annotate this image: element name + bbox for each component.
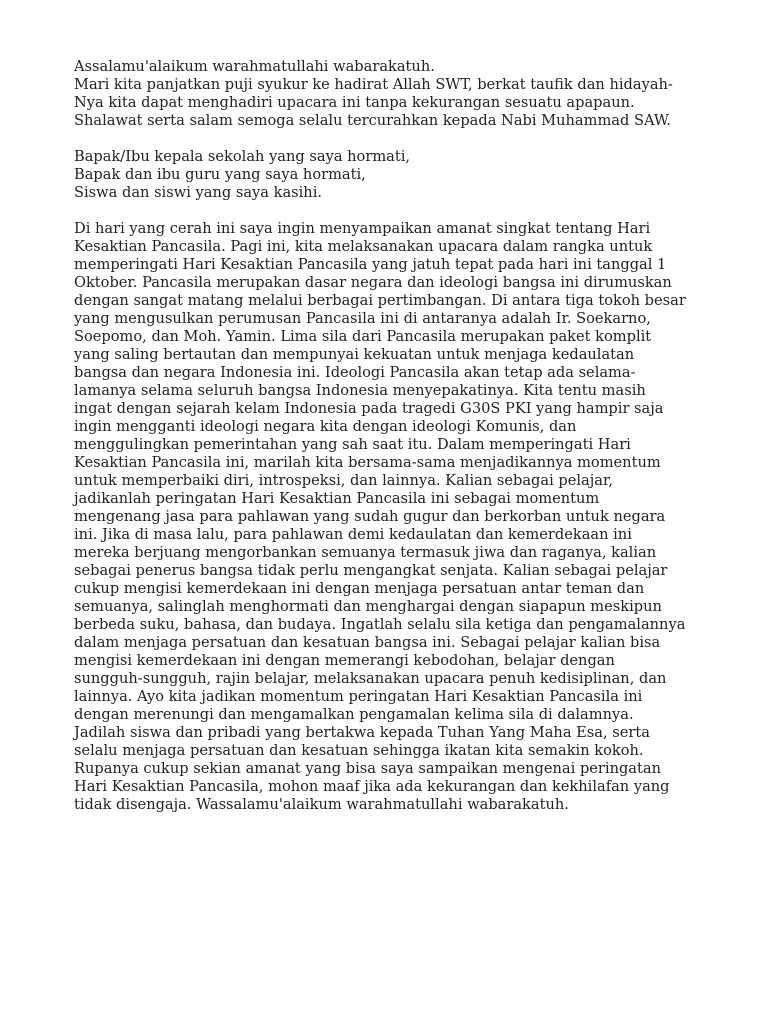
text-line: yang mengusulkan perumusan Pancasila ini di antaranya adalah Ir. Soekarno, bbox=[74, 310, 651, 327]
text-line: Oktober. Pancasila merupakan dasar negara dan ideologi bangsa ini dirumuskan bbox=[74, 274, 672, 291]
text-line: Shalawat serta salam semoga selalu tercurahkan kepada Nabi Muhammad SAW. bbox=[74, 112, 671, 129]
text-line: bangsa dan negara Indonesia ini. Ideologi Pancasila akan tetap ada selama- bbox=[74, 364, 636, 381]
text-line: dengan merenungi dan mengamalkan pengamalan kelima sila di dalamnya. bbox=[74, 706, 634, 723]
text-line: Bapak dan ibu guru yang saya hormati, bbox=[74, 166, 366, 183]
opening-paragraph bbox=[74, 58, 714, 130]
text-line: dalam menjaga persatuan dan kesatuan bangsa ini. Sebagai pelajar kalian bisa bbox=[74, 634, 661, 651]
text-line: ingat dengan sejarah kelam Indonesia pada tragedi G30S PKI yang hampir saja bbox=[74, 400, 664, 417]
text-line: Jadilah siswa dan pribadi yang bertakwa kepada Tuhan Yang Maha Esa, serta bbox=[74, 724, 650, 741]
text-line: lamanya selama seluruh bangsa Indonesia menyepakatinya. Kita tentu masih bbox=[74, 382, 646, 399]
text-line: ingin mengganti ideologi negara kita dengan ideologi Komunis, dan bbox=[74, 418, 577, 435]
text-line: dengan sangat matang melalui berbagai pertimbangan. Di antara tiga tokoh besar bbox=[74, 292, 686, 309]
text-line: Hari Kesaktian Pancasila, mohon maaf jika ada kekurangan dan kekhilafan yang bbox=[74, 778, 670, 795]
text-line: Bapak/Ibu kepala sekolah yang saya hormati, bbox=[74, 148, 411, 165]
text-line: sungguh-sungguh, rajin belajar, melaksanakan upacara penuh kedisiplinan, dan bbox=[74, 670, 667, 687]
text-line: Rupanya cukup sekian amanat yang bisa saya sampaikan mengenai peringatan bbox=[74, 760, 661, 777]
text-line: Nya kita dapat menghadiri upacara ini tanpa kekurangan sesuatu apapaun. bbox=[74, 94, 635, 111]
text-line: mengenang jasa para pahlawan yang sudah gugur dan berkorban untuk negara bbox=[74, 508, 666, 525]
text-line: jadikanlah peringatan Hari Kesaktian Pancasila ini sebagai momentum bbox=[74, 490, 600, 507]
text-line: Di hari yang cerah ini saya ingin menyampaikan amanat singkat tentang Hari bbox=[74, 220, 651, 237]
greetings-paragraph bbox=[74, 148, 714, 202]
text-line: berbeda suku, bahasa, dan budaya. Ingatlah selalu sila ketiga dan pengamalannya bbox=[74, 616, 686, 633]
text-line: Soepomo, dan Moh. Yamin. Lima sila dari Pancasila merupakan paket komplit bbox=[74, 328, 652, 345]
document-page bbox=[74, 58, 714, 832]
text-line: Kesaktian Pancasila. Pagi ini, kita melaksanakan upacara dalam rangka untuk bbox=[74, 238, 653, 255]
text-line: Assalamu'alaikum warahmatullahi wabarakatuh. bbox=[74, 58, 435, 75]
text-line: sebagai penerus bangsa tidak perlu mengangkat senjata. Kalian sebagai pelajar bbox=[74, 562, 668, 579]
text-line: ini. Jika di masa lalu, para pahlawan demi kedaulatan dan kemerdekaan ini bbox=[74, 526, 632, 543]
text-line: yang saling bertautan dan mempunyai kekuatan untuk menjaga kedaulatan bbox=[74, 346, 635, 363]
text-line: untuk memperbaiki diri, introspeksi, dan lainnya. Kalian sebagai pelajar, bbox=[74, 472, 613, 489]
body-paragraph bbox=[74, 220, 714, 814]
text-line: Kesaktian Pancasila ini, marilah kita bersama-sama menjadikannya momentum bbox=[74, 454, 661, 471]
text-line: semuanya, salinglah menghormati dan menghargai dengan siapapun meskipun bbox=[74, 598, 662, 615]
text-line: lainnya. Ayo kita jadikan momentum peringatan Hari Kesaktian Pancasila ini bbox=[74, 688, 643, 705]
text-line: Mari kita panjatkan puji syukur ke hadirat Allah SWT, berkat taufik dan hidayah- bbox=[74, 76, 673, 93]
text-line: selalu menjaga persatuan dan kesatuan sehingga ikatan kita semakin kokoh. bbox=[74, 742, 644, 759]
text-line: Siswa dan siswi yang saya kasihi. bbox=[74, 184, 323, 201]
text-line: mengisi kemerdekaan ini dengan memerangi kebodohan, belajar dengan bbox=[74, 652, 615, 669]
text-line: menggulingkan pemerintahan yang sah saat itu. Dalam memperingati Hari bbox=[74, 436, 631, 453]
text-line: mereka berjuang mengorbankan semuanya termasuk jiwa dan raganya, kalian bbox=[74, 544, 657, 561]
text-line: tidak disengaja. Wassalamu'alaikum warahmatullahi wabarakatuh. bbox=[74, 796, 569, 813]
text-line: memperingati Hari Kesaktian Pancasila yang jatuh tepat pada hari ini tanggal 1 bbox=[74, 256, 667, 273]
text-line: cukup mengisi kemerdekaan ini dengan menjaga persatuan antar teman dan bbox=[74, 580, 645, 597]
